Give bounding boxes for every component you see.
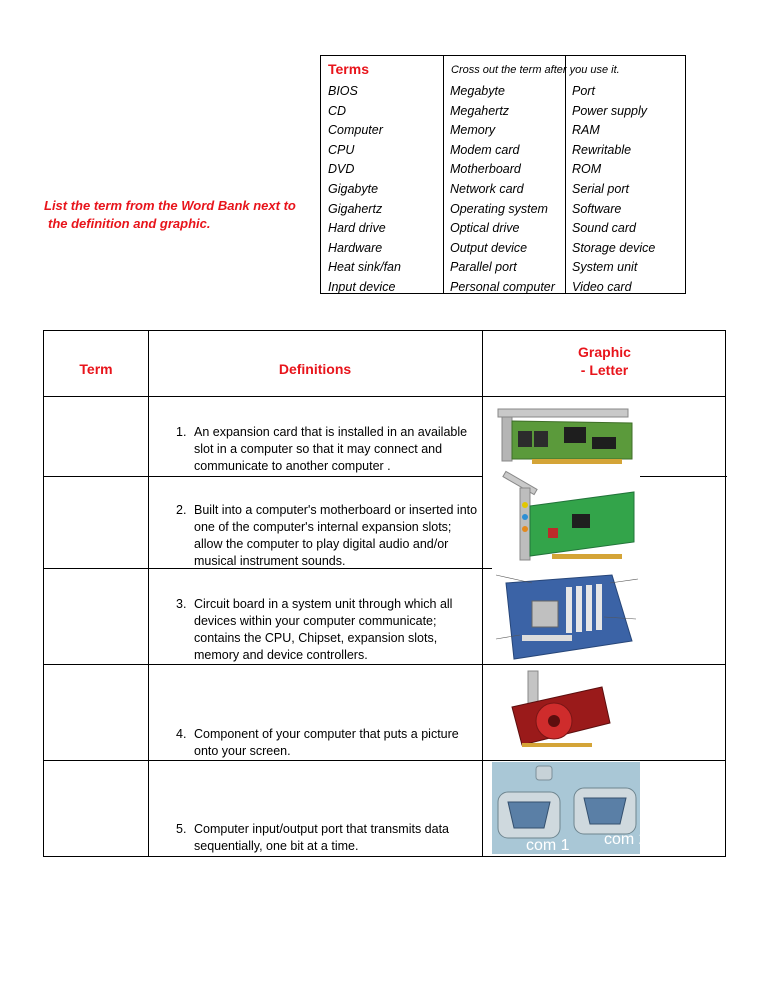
word-bank-term: Rewritable <box>572 142 632 157</box>
definition-number: 3. <box>176 597 187 611</box>
instruction-line-2: the definition and graphic. <box>48 216 211 231</box>
row-divider <box>44 396 725 397</box>
word-bank-term: Megabyte <box>450 84 505 98</box>
word-bank-term: Optical drive <box>450 221 520 236</box>
word-bank-subheading: Cross out the term after you use it. <box>451 64 620 76</box>
word-bank-term: Hardware <box>328 240 383 255</box>
instruction-line-1: List the term from the Word Bank next to <box>44 198 296 213</box>
word-bank-term: BIOS <box>328 84 358 98</box>
definition-number: 4. <box>176 727 187 741</box>
definition-number: 1. <box>176 425 187 439</box>
word-bank-column-1 <box>321 56 444 293</box>
word-bank-term: System unit <box>572 260 638 275</box>
word-bank-term: Modem card <box>450 142 520 157</box>
definition-text: An expansion card that is installed in an available slot in a computer so that it may connect and communicate to another computer . <box>194 425 468 473</box>
serial-port-image <box>492 762 648 854</box>
word-bank-term: Sound card <box>572 221 636 236</box>
word-bank-term: Input device <box>328 279 396 294</box>
graphic-header-line-2: - Letter <box>580 362 629 378</box>
word-bank-term: Gigahertz <box>328 201 383 216</box>
com1-label: com 1 <box>526 837 570 854</box>
word-bank-term: Gigabyte <box>328 181 379 196</box>
word-bank-term: Megahertz <box>450 103 510 118</box>
word-bank-term: Power supply <box>572 103 648 118</box>
motherboard-image <box>492 569 640 664</box>
word-bank-term: Port <box>572 84 595 98</box>
column-divider <box>482 331 483 856</box>
word-bank-term: CPU <box>328 142 355 157</box>
sound-card-image <box>492 476 640 568</box>
word-bank-column-3 <box>565 56 685 293</box>
word-bank-term: Parallel port <box>450 260 517 275</box>
word-bank-term: Operating system <box>450 201 548 216</box>
word-bank-term: Hard drive <box>328 221 386 236</box>
word-bank-term: Software <box>572 201 622 216</box>
word-bank-term: CD <box>328 103 347 118</box>
graphic-column-header <box>482 343 727 379</box>
com2-label: com 2 <box>604 831 648 848</box>
word-bank-term: Video card <box>572 279 632 294</box>
word-bank-term: Motherboard <box>450 162 521 177</box>
video-card-image <box>492 667 640 757</box>
word-bank-list-2 <box>450 82 555 298</box>
definition-number: 5. <box>176 822 187 836</box>
word-bank-list-1 <box>328 82 401 298</box>
column-divider <box>148 331 149 856</box>
word-bank-term: Heat sink/fan <box>328 260 401 275</box>
definition-text: Computer input/output port that transmits data sequentially, one bit at a time. <box>194 822 449 853</box>
word-bank-term: ROM <box>572 162 602 177</box>
word-bank-term: Output device <box>450 240 528 255</box>
row-divider <box>44 760 725 761</box>
graphic-header-line-1: Graphic <box>578 344 631 360</box>
instructions <box>44 197 314 233</box>
word-bank-term: Computer <box>328 123 383 138</box>
definitions-table <box>43 330 726 857</box>
term-column-header: Term <box>79 361 113 377</box>
word-bank-term: Storage device <box>572 240 656 255</box>
word-bank-term: DVD <box>328 162 355 177</box>
row-divider <box>44 476 482 477</box>
definition-text: Circuit board in a system unit through which all devices within your computer communicate; contains the CPU, Chipset, expansion slots, memory and device controllers. <box>194 597 453 662</box>
word-bank-term: Memory <box>450 123 496 138</box>
word-bank-list-3 <box>572 82 655 298</box>
row-divider <box>634 476 727 477</box>
network-card-image <box>492 401 640 471</box>
word-bank-term: Network card <box>450 181 524 196</box>
word-bank-heading: Terms <box>328 61 369 77</box>
definitions-column-header: Definitions <box>278 361 352 377</box>
definition-text: Component of your computer that puts a picture onto your screen. <box>194 727 459 758</box>
word-bank-term: Personal computer <box>450 279 555 294</box>
word-bank-term: Serial port <box>572 181 629 196</box>
word-bank-column-2 <box>443 56 566 293</box>
definition-text: Built into a computer's motherboard or inserted into one of the computer's internal expansion slots; allow the computer to play digital audio and/or musical instrument sounds. <box>194 503 478 568</box>
word-bank-table <box>320 55 686 294</box>
word-bank-term: RAM <box>572 123 600 138</box>
definition-number: 2. <box>176 503 187 517</box>
row-divider <box>44 664 725 665</box>
